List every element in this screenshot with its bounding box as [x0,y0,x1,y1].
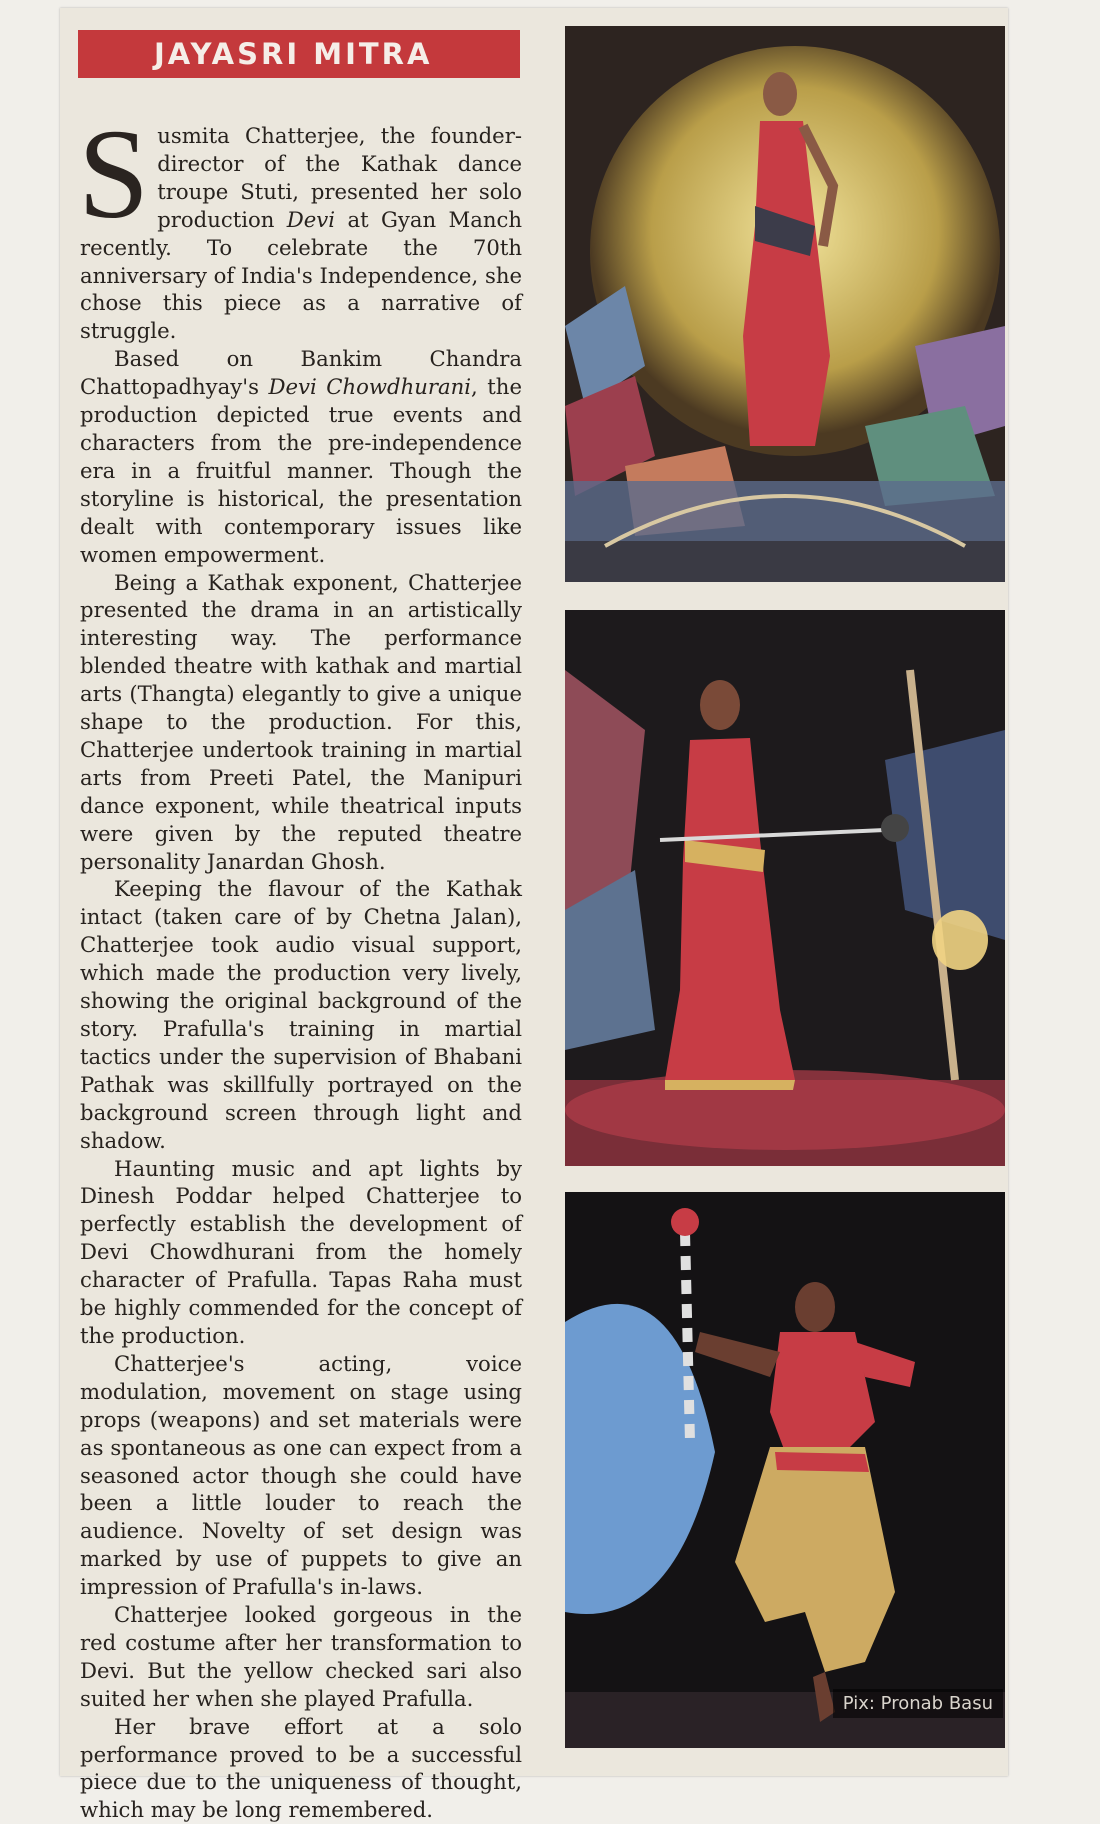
photo-sword-illustration [565,610,1005,1166]
performance-photo-sword [565,610,1005,1166]
novel-title: Devi Chowdhurani [268,374,472,400]
article-paragraph: Chatterjee's acting, voice modulation, movement on stage using props (weapons) and set materials were as spontaneous as one can expect from a seasoned actor though she could have been a little louder to reach the audience. Novelty of set design was marked by use of puppets to give an impression of Prafulla's in-laws. [80,1350,522,1600]
production-title: Devi [286,206,336,232]
article-paragraph: Keeping the flavour of the Kathak intact (taken care of by Chetna Jalan), Chatterjee took audio visual support, which made the production very lively, showing the original background of the story. Prafulla's training in martial tactics under the supervision of Bhabani Pathak was skillfully portrayed on the background screen through light and shadow. [80,876,522,1153]
article-paragraph: Chatterjee looked gorgeous in the red costume after her transformation to Devi. But the yellow checked sari also suited her when she played Prafulla. [80,1602,522,1711]
photo-credit: Pix: Pronab Basu [833,1689,1003,1718]
byline-bar [78,30,520,78]
photo-dance-illustration [565,1192,1005,1748]
article-paragraph: Her brave effort at a solo performance proved to be a successful piece due to the uniqueness of thought, which may be long remembered. [80,1713,522,1823]
article-paragraph: Being a Kathak exponent, Chatterjee presented the drama in an artistically interesting way. The performance blended theatre with kathak and martial arts (Thangta) elegantly to give a unique shape to the production. For this, Chatterjee undertook training in martial arts from Preeti Patel, the Manipuri dance exponent, while theatrical inputs were given by the reputed theatre personality Janardan Ghosh. [80,569,522,874]
drop-cap: S [78,103,150,245]
article-paragraph: Susmita Chatterjee, the founder-director of the Kathak dance troupe Stuti, presented her solo production Devi at Gyan Manch recently. To celebrate the 70th anniversary of India's Independence, she chose this piece as a narrative of struggle. [78,103,522,344]
article-paragraph: Based on Bankim Chandra Chattopadhyay's Devi Chowdhurani, the production depicted true events and characters from the pre-independence era in a fruitful manner. Though the storyline is historical, the presentation dealt with contemporary issues like women empowerment. [80,346,522,567]
article-body [78,103,522,1824]
article-paragraph: Haunting music and apt lights by Dinesh Poddar helped Chatterjee to perfectly establish the development of Devi Chowdhurani from the homely character of Prafulla. Tapas Raha must be highly commended for the concept of the production. [80,1155,522,1348]
performance-photo-dance [565,1192,1005,1748]
byline: JAYASRI MITRA [154,37,433,71]
performance-photo-standing [565,26,1005,582]
photo-standing-illustration [565,26,1005,582]
